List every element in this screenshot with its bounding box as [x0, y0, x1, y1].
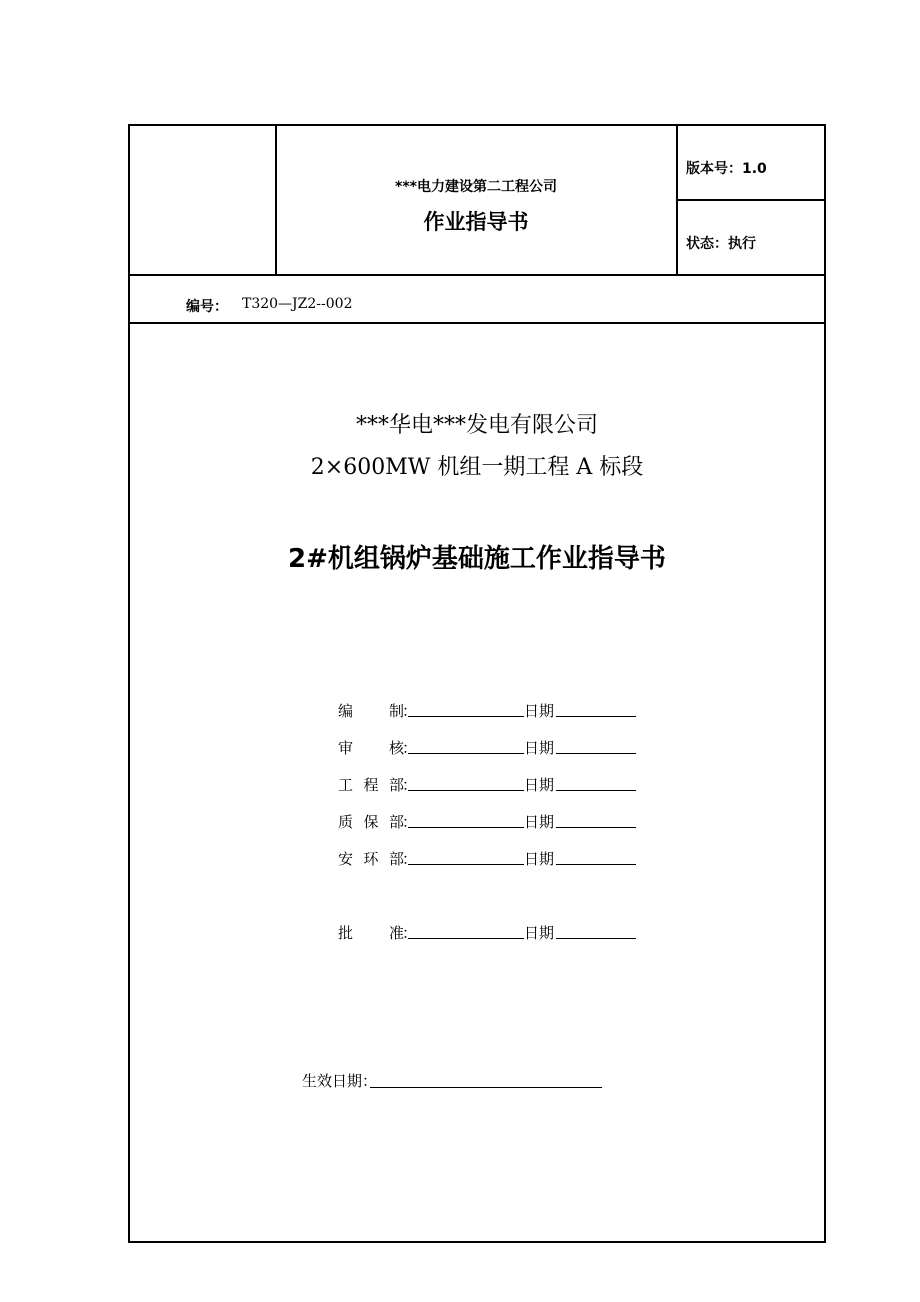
- signature-date-label: 日期: [524, 776, 555, 794]
- signature-colon: ：: [402, 702, 418, 720]
- signature-line[interactable]: [408, 753, 524, 754]
- version-status-divider: [676, 199, 826, 201]
- signature-line[interactable]: [408, 790, 524, 791]
- signature-date-line[interactable]: [556, 864, 636, 865]
- signature-date-line[interactable]: [556, 938, 636, 939]
- signature-date-line[interactable]: [556, 753, 636, 754]
- client-name: ***华电***发电有限公司: [355, 413, 598, 438]
- document-status: 状态：执行: [686, 236, 756, 252]
- signature-date-label: 日期: [524, 702, 555, 720]
- document-frame: [128, 124, 826, 1243]
- signature-date-line[interactable]: [556, 790, 636, 791]
- signature-colon: ：: [402, 739, 418, 757]
- effective-date-line[interactable]: [370, 1087, 602, 1088]
- effective-date-label: 生效日期：: [302, 1072, 378, 1090]
- document-title: 2#机组锅炉基础施工作业指导书: [288, 544, 666, 574]
- document-code-label: 编号：: [186, 299, 228, 315]
- header-bottom-rule: [128, 274, 826, 276]
- code-row-bottom-rule: [128, 322, 826, 324]
- signature-date-line[interactable]: [556, 827, 636, 828]
- signature-role: 审核: [338, 739, 404, 757]
- document-type: 作业指导书: [423, 210, 529, 234]
- signature-role: 安环部: [338, 850, 404, 868]
- version-number: 版本号：1.0: [686, 161, 767, 177]
- project-name: 2×600MW 机组一期工程 A 标段: [310, 455, 644, 480]
- signature-role: 批准: [338, 924, 404, 942]
- signature-date-label: 日期: [524, 924, 555, 942]
- signature-line[interactable]: [408, 716, 524, 717]
- signature-date-label: 日期: [524, 739, 555, 757]
- signature-line[interactable]: [408, 827, 524, 828]
- company-name: ***电力建设第二工程公司: [395, 179, 557, 195]
- signature-line[interactable]: [408, 938, 524, 939]
- signature-colon: ：: [402, 776, 418, 794]
- signature-colon: ：: [402, 850, 418, 868]
- signature-colon: ：: [402, 924, 418, 942]
- signature-date-line[interactable]: [556, 716, 636, 717]
- signature-line[interactable]: [408, 864, 524, 865]
- signature-role: 工程部: [338, 776, 404, 794]
- document-code-value: T320—JZ2--002: [242, 296, 353, 312]
- signature-date-label: 日期: [524, 850, 555, 868]
- header-divider-left: [275, 124, 277, 276]
- signature-role: 质保部: [338, 813, 404, 831]
- signature-role: 编制: [338, 702, 404, 720]
- signature-date-label: 日期: [524, 813, 555, 831]
- signature-colon: ：: [402, 813, 418, 831]
